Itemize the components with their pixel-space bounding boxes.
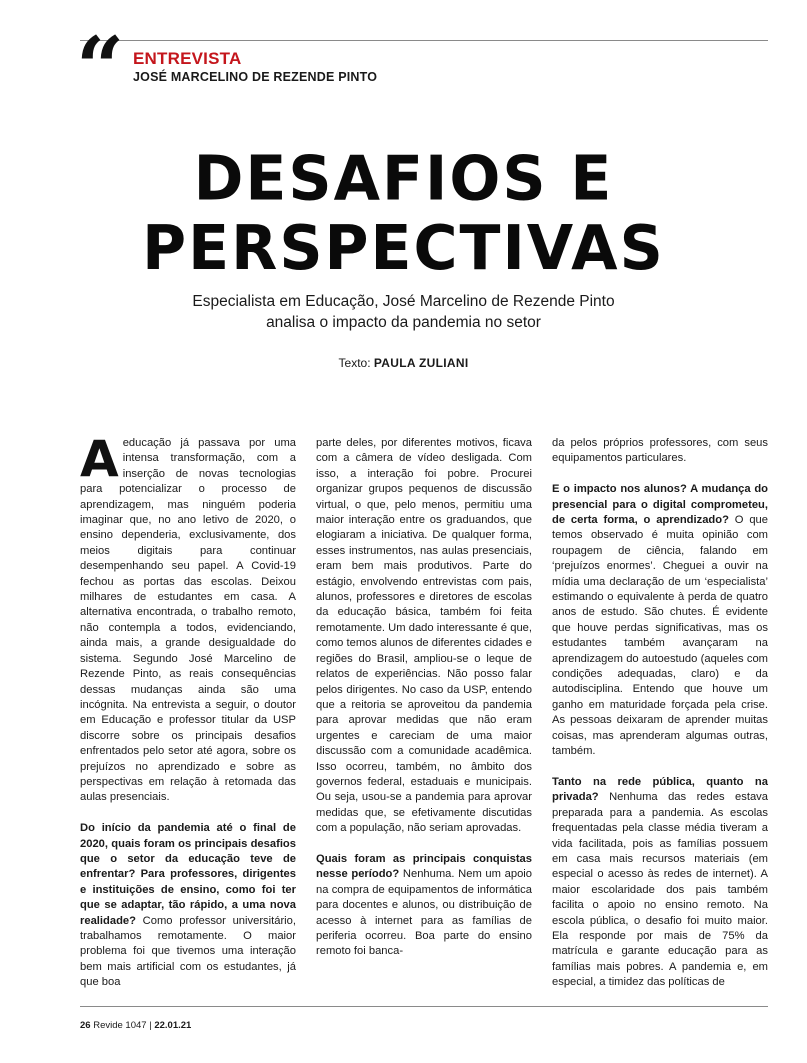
qa-block-1 [80,821,296,990]
answer-3: O que temos observado é muita opinião com roupagem de ciência, falando em ‘prejuízos enormes’. Cheguei a ouvir na mídia uma declaração de um ‘especialista’ estimando o equivalente à perda de quatro anos de estudo. São chutes. É evidente que houve perdas significativas, mas os estudantes também avançaram na aprendizagem do autoestudo (aqueles com condições adequadas, claro) e da autodisciplina. Entendo que houve um ganho em maturidade forçada pela crise. As pessoas deixaram de aprender muitas coisas, mas aprenderam algumas outras, também. [552,514,768,758]
quote-mark-icon: “ [76,18,119,117]
article-column-1 [80,430,296,991]
answer-1-continuation: parte deles, por diferentes motivos, ficava com a câmera de vídeo desligada. Com isso, a interação foi pobre. Procurei organizar grupos pequenos de discussão virtual, o que, pelo menos, permitiu uma maior interação entre os graduandos, que elogiaram a iniciativa. De qualquer forma, esses instrumentos, nas aulas presenciais, eram bem mais produtivos. Parte do estágio, envolvendo entrevistas com pais, alunos, professores e diretores de escolas da educação básica, também foi feita remotamente. Um dado interessante é que, como temos alunos de diferentes cidades e regiões do Brasil, ampliou-se o leque de relatos de experiências. Não posso falar pelos dirigentes. No caso da USP, entendo que a reitoria se aproveitou da pandemia para aprovar medidas que não eram urgentes e careciam de uma maior discussão com a comunidade acadêmica. Isso ocorreu, também, no âmbito dos governos federal, estaduais e municipais. Ou seja, usou-se a pandemia para aprovar medidas que, se efetivamente discutidas com a população, não seriam aprovadas. [316,437,532,835]
intro-text: educação já passava por uma intensa transformação, com a inserção de novas tecnologias para potencializar o processo de aprendizagem, mas ninguém poderia imaginar que, no ano letivo de 2020, o ensino dependeria, exclusivamente, dos meios digitais para continuar desempenhando seu papel. A Covid-19 fechou as portas das escolas. Deixou milhares de estudantes em casa. A alternativa encontrada, o trabalho remoto, não contempla a todos, evidenciando, ainda mais, a grande desigualdade do sistema. Segundo José Marcelino de Rezende Pinto, as reais consequências dessas mudanças ainda são uma incógnita. Na entrevista a seguir, o doutor em Educação e professor titular da USP discorre sobre os principais desafios enfrentados pelo setor até agora, sobre os prejuízos no aprendizado e sobre as perspectivas em relação à retomada das aulas presenciais. [80,437,296,804]
answer-1-part-1: Como professor universitário, trabalhamos remotamente. O maior problema foi que tivemos uma interação bem mais artificial com os estudantes, já que boa [80,914,296,989]
byline-label: Texto: [338,356,371,370]
title-line-2: PERSPECTIVAS [142,212,665,285]
byline [0,356,807,370]
question-3: E o impacto nos alunos? A mudança do presencial para o digital comprometeu, de certa forma, o aprendizado? [552,483,768,527]
top-rule [80,40,768,41]
article-column-3 [552,436,768,991]
answer-2-part-1: Nenhuma. Nem um apoio na compra de equipamentos de informática para docentes e alunos, ou distribuição de acesso à internet para as famílias de periferia ocorreu. Boa parte do ensino remoto foi banca- [316,868,532,958]
article-column-2 [316,436,532,960]
page-number: 26 [80,1020,91,1031]
title-line-1: DESAFIOS E [193,143,614,216]
bottom-rule [80,1006,768,1007]
page-title [0,145,807,284]
standfirst: Especialista em Educação, José Marcelino de Rezende Pinto analisa o impacto da pandemia no setor [192,293,615,331]
question-2: Quais foram as principais conquistas nesse período? [316,852,532,881]
question-4: Tanto na rede pública, quanto na privada? [552,775,768,804]
issue-date: 22.01.21 [154,1020,192,1031]
intro-paragraph [80,430,296,806]
qa-block-4 [552,775,768,991]
answer-2-continuation: da pelos próprios professores, com seus equipamentos particulares. [552,437,768,465]
publication-name: Revide 1047 [93,1020,147,1031]
answer-4: Nenhuma das redes estava preparada para a pandemia. As escolas frequentadas pela classe média tiveram a vida facilitada, pois as famílias possuem em casa mais recursos materiais (em especial o acesso às redes de internet). A maior escolaridade dos pais também facilita o apoio no ensino remoto. Na escola pública, o desafio foi muito maior. Ela responde por mais de 75% da matrícula e garante educação para as famílias mais pobres. A pandemia e, em especial, a timidez das políticas de [552,791,768,989]
qa-block-2 [316,852,532,960]
qa-block-3 [552,482,768,759]
page-footer [80,1020,191,1032]
drop-cap: A [80,430,119,488]
interviewee-name: JOSÉ MARCELINO DE REZENDE PINTO [133,70,378,84]
question-1: Do início da pandemia até o final de 2020, quais foram os principais desafios que o setor da educação teve de enfrentar? Para professores, dirigentes e instituições de ensino, como foi ter que se adaptar, tão rápido, a uma nova realidade? [80,822,296,927]
byline-author: PAULA ZULIANI [373,356,469,370]
section-kicker: ENTREVISTA [133,49,242,68]
footer-separator: | [149,1020,152,1031]
